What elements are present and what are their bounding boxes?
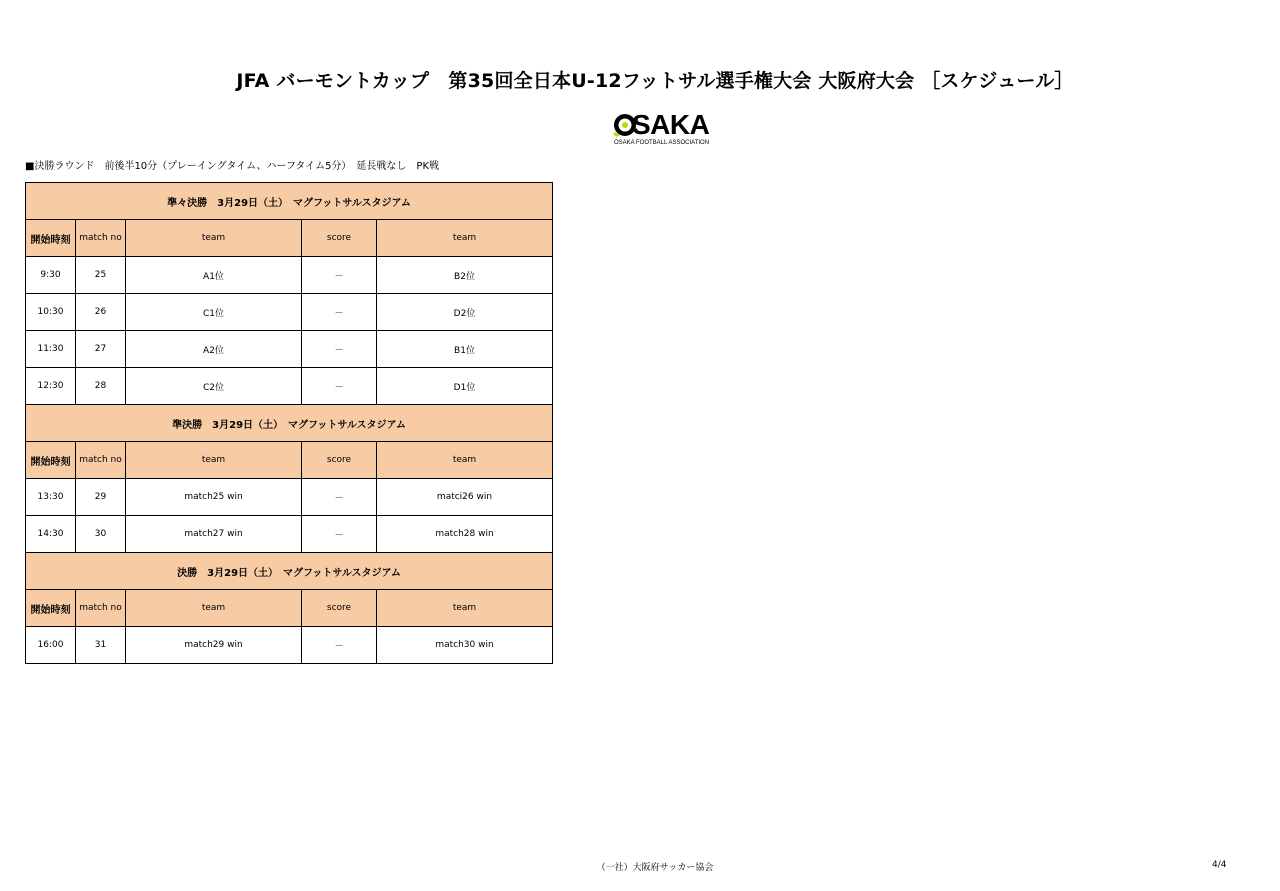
table-row bbox=[26, 516, 553, 553]
cell-match-no: 28 bbox=[76, 368, 126, 405]
section-header-semifinal bbox=[26, 405, 553, 442]
cell-time: 10:30 bbox=[26, 294, 76, 331]
cell-match-no: 25 bbox=[76, 257, 126, 294]
col-header-time: 開始時刻 bbox=[26, 442, 76, 479]
cell-team: A2位 bbox=[126, 331, 302, 368]
cell-team: C2位 bbox=[126, 368, 302, 405]
cell-team: match29 win bbox=[126, 627, 302, 664]
col-header-score: score bbox=[302, 442, 377, 479]
cell-time: 13:30 bbox=[26, 479, 76, 516]
col-header-score: score bbox=[302, 220, 377, 257]
round-rules-note: ■決勝ラウンド 前後半10分（プレーイングタイム、ハーフタイム5分） 延長戦なし PK戦 bbox=[25, 161, 440, 172]
cell-team: B2位 bbox=[377, 257, 553, 294]
osaka-fa-logo bbox=[612, 110, 714, 150]
cell-match-no: 26 bbox=[76, 294, 126, 331]
cell-team: D1位 bbox=[377, 368, 553, 405]
table-row bbox=[26, 257, 553, 294]
cell-time: 12:30 bbox=[26, 368, 76, 405]
section-title: 決勝 3月29日（土） マグフットサルスタジアム bbox=[26, 553, 553, 590]
col-header-match-no: match no bbox=[76, 590, 126, 627]
col-header-team: team bbox=[377, 220, 553, 257]
col-header-team: team bbox=[126, 220, 302, 257]
table-row bbox=[26, 627, 553, 664]
col-header-time: 開始時刻 bbox=[26, 590, 76, 627]
cell-team: match30 win bbox=[377, 627, 553, 664]
cell-match-no: 27 bbox=[76, 331, 126, 368]
col-header-team: team bbox=[126, 442, 302, 479]
logo-wordmark: SAKA bbox=[632, 109, 710, 140]
cell-score: － bbox=[302, 294, 377, 331]
cell-team: match28 win bbox=[377, 516, 553, 553]
cell-score: － bbox=[302, 368, 377, 405]
page-number: 4/4 bbox=[1212, 860, 1227, 870]
col-header-time: 開始時刻 bbox=[26, 220, 76, 257]
cell-team: C1位 bbox=[126, 294, 302, 331]
column-header-row bbox=[26, 442, 553, 479]
cell-score: － bbox=[302, 331, 377, 368]
section-title: 準決勝 3月29日（土） マグフットサルスタジアム bbox=[26, 405, 553, 442]
col-header-team: team bbox=[126, 590, 302, 627]
cell-match-no: 29 bbox=[76, 479, 126, 516]
table-row bbox=[26, 368, 553, 405]
cell-time: 9:30 bbox=[26, 257, 76, 294]
column-header-row bbox=[26, 590, 553, 627]
page-title: JFA バーモントカップ 第35回全日本U-12フットサル選手権大会 大阪府大会 ［スケジュール］ bbox=[236, 70, 1074, 92]
table-row bbox=[26, 331, 553, 368]
cell-time: 16:00 bbox=[26, 627, 76, 664]
cell-team: A1位 bbox=[126, 257, 302, 294]
cell-team: D2位 bbox=[377, 294, 553, 331]
cell-score: － bbox=[302, 479, 377, 516]
cell-score: － bbox=[302, 627, 377, 664]
cell-time: 11:30 bbox=[26, 331, 76, 368]
section-header-quarterfinal bbox=[26, 183, 553, 220]
section-title: 準々決勝 3月29日（土） マグフットサルスタジアム bbox=[26, 183, 553, 220]
col-header-team: team bbox=[377, 442, 553, 479]
cell-score: － bbox=[302, 516, 377, 553]
column-header-row bbox=[26, 220, 553, 257]
col-header-match-no: match no bbox=[76, 220, 126, 257]
cell-team: matci26 win bbox=[377, 479, 553, 516]
table-row bbox=[26, 294, 553, 331]
cell-match-no: 30 bbox=[76, 516, 126, 553]
table-row bbox=[26, 479, 553, 516]
cell-match-no: 31 bbox=[76, 627, 126, 664]
col-header-score: score bbox=[302, 590, 377, 627]
schedule-table bbox=[25, 182, 553, 664]
cell-time: 14:30 bbox=[26, 516, 76, 553]
cell-team: match27 win bbox=[126, 516, 302, 553]
cell-team: match25 win bbox=[126, 479, 302, 516]
col-header-match-no: match no bbox=[76, 442, 126, 479]
footer-organization: （一社）大阪府サッカー協会 bbox=[596, 863, 714, 873]
cell-team: B1位 bbox=[377, 331, 553, 368]
col-header-team: team bbox=[377, 590, 553, 627]
section-header-final bbox=[26, 553, 553, 590]
cell-score: － bbox=[302, 257, 377, 294]
logo-subtitle: OSAKA FOOTBALL ASSOCIATION bbox=[614, 140, 710, 146]
